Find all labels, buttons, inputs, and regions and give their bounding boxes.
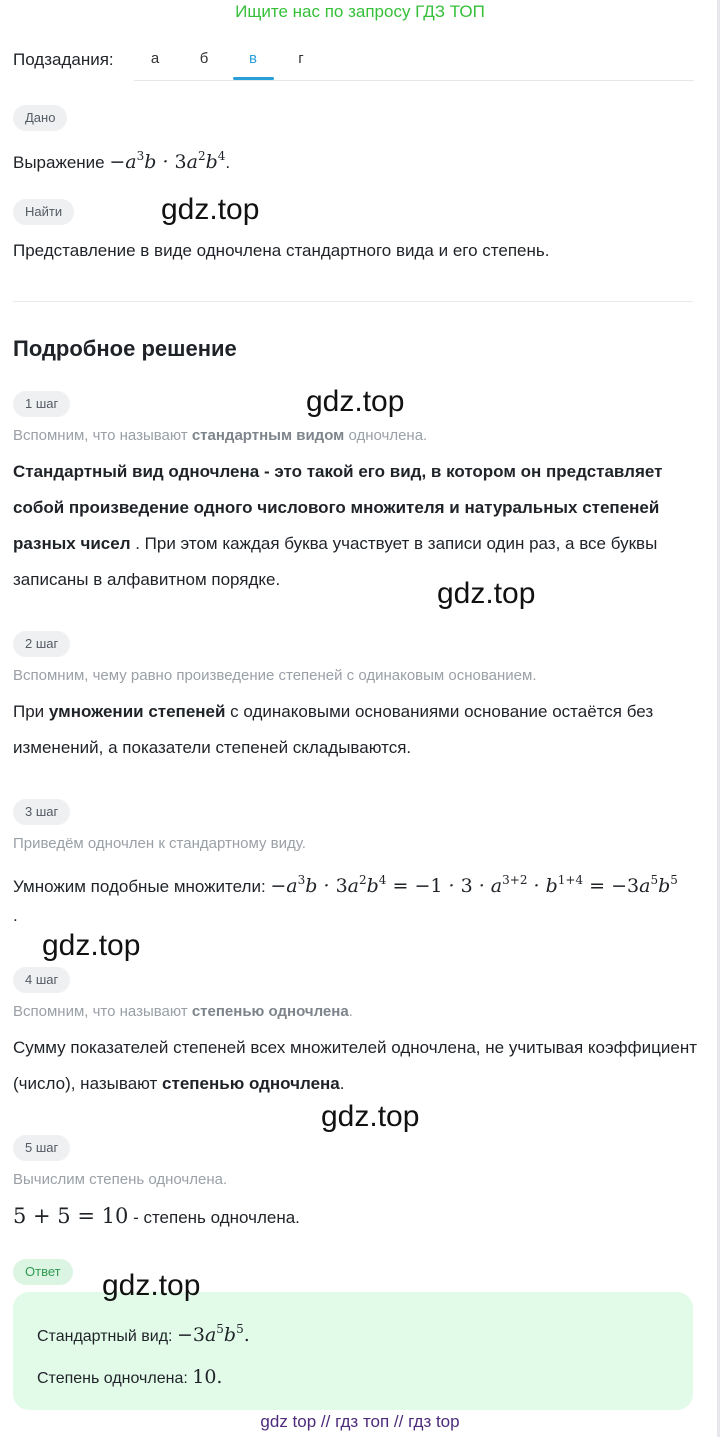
step-5-text: - степень одночлена. (128, 1208, 300, 1227)
step-4-pill: 4 шаг (13, 967, 70, 993)
tabs-divider (134, 80, 694, 81)
find-text: Представление в виде одночлена стандартного вида и его степень. (13, 241, 550, 260)
step-3-pill: 3 шаг (13, 799, 70, 825)
watermark: gdz.top (321, 1100, 420, 1133)
step-2-post: с одинаковыми основаниями основание остаётся без изменений, а показатели степеней складываются. (13, 702, 654, 757)
step-2-pill: 2 шаг (13, 631, 70, 657)
given-formula: $-a^3b \cdot 3a^2b^4$ (109, 149, 226, 173)
step-3-dot: . (13, 906, 18, 925)
given-expression (13, 138, 703, 181)
tab-g[interactable]: г (298, 50, 304, 67)
step-2-hint: Вспомним, чему равно произведение степеней с одинаковым основанием. (13, 667, 537, 684)
step-3-text: Умножим подобные множители: (13, 877, 271, 896)
answer-degree (37, 1366, 222, 1388)
step-1-pill: 1 шаг (13, 391, 70, 417)
step-2-bold: умножении степеней (48, 702, 226, 721)
watermark: gdz.top (437, 577, 536, 610)
given-suffix: . (225, 153, 231, 172)
step-2-body (13, 694, 703, 766)
step-4-text: Сумму показателей степеней всех множителей одночлена, не учитывая коэффициент (число), называют (13, 1038, 697, 1093)
watermark: gdz.top (306, 385, 405, 418)
step-5-body (13, 1198, 703, 1236)
step-3-hint: Приведём одночлен к стандартному виду. (13, 835, 306, 852)
step-4-hint-bold: степенью одночлена (191, 1003, 349, 1020)
step-4-body (13, 1030, 703, 1102)
answer-line2-value: 10. (192, 1366, 223, 1388)
step-2-pre: При (13, 702, 49, 721)
watermark: gdz.top (161, 193, 260, 226)
active-tab-underline (233, 77, 274, 80)
answer-line2-label: Степень одночлена: (37, 1370, 193, 1387)
footer-links[interactable]: gdz top // гдз топ // гдз top (260, 1412, 460, 1431)
answer-standard-form (37, 1322, 250, 1346)
answer-line1-label: Стандартный вид: (37, 1328, 177, 1345)
given-prefix: Выражение (13, 153, 110, 172)
step-4-hint-pre: Вспомним, что называют (13, 1003, 192, 1020)
step-4-bold: степенью одночлена (162, 1074, 340, 1093)
answer-line1-formula: $-3a^5b^5$. (176, 1322, 250, 1346)
tab-b[interactable]: б (199, 50, 209, 67)
step-3-formula: $-a^3b \cdot 3a^2b^4 = -1 \cdot 3 \cdot a^{3+2} \cdot b^{1+4} = -3a^5b^5$ (270, 873, 678, 897)
step-1-hint-bold: стандартным видом (191, 427, 345, 444)
step-1-hint (13, 427, 703, 444)
given-pill: Дано (13, 105, 67, 131)
step-1-hint-post: одночлена. (344, 427, 428, 444)
tab-v[interactable]: в (249, 50, 257, 67)
find-pill: Найти (13, 199, 74, 225)
tab-a[interactable]: а (150, 50, 160, 67)
answer-pill: Ответ (13, 1259, 73, 1285)
watermark: gdz.top (42, 929, 141, 962)
solution-title: Подробное решение (13, 336, 237, 361)
step-1-text: . При этом каждая буква участвует в записи один раз, а все буквы записаны в алфавитном порядке. (13, 534, 658, 589)
step-1-definition: Стандартный вид одночлена - это такой его вид, в котором он представляет собой произведение одного числового множителя и натуральных степеней разных чисел (13, 462, 663, 553)
answer-box (13, 1292, 693, 1410)
watermark: gdz.top (102, 1269, 201, 1302)
search-banner: Ищите нас по запросу ГДЗ ТОП (235, 2, 485, 21)
step-4-hint (13, 1003, 703, 1020)
step-4-hint-post: . (348, 1003, 353, 1020)
section-divider (13, 301, 693, 302)
step-5-formula: 5 + 5 = 10 (13, 1204, 129, 1228)
step-5-hint: Вычислим степень одночлена. (13, 1171, 228, 1188)
subtasks-label: Подзадания: (13, 50, 114, 69)
step-4-post: . (339, 1074, 345, 1093)
step-5-pill: 5 шаг (13, 1135, 70, 1161)
step-1-hint-pre: Вспомним, что называют (13, 427, 192, 444)
step-1-body (13, 454, 703, 598)
